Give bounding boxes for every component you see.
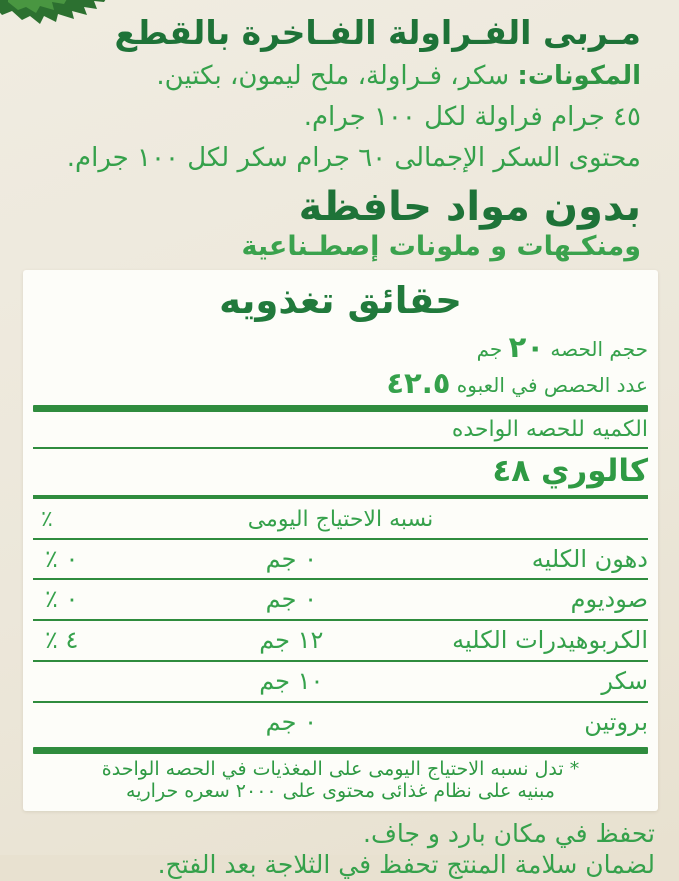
sugar-content-line: محتوى السكر الإجمالى ٦٠ جرام سكر لكل ١٠٠ جرام.: [66, 143, 641, 174]
amount-per-serving: الكميه للحصه الواحده: [451, 417, 648, 443]
nutrient-percent: ٠ ٪: [45, 544, 79, 573]
storage-line-2: لضمان سلامة المنتج تحفظ في الثلاجة بعد الفتح.: [157, 850, 655, 880]
serving-size-line: [39, 328, 648, 364]
nutrient-name: الكربوهيدرات الكليه: [452, 626, 648, 655]
percent-sign: ٪: [41, 506, 53, 532]
table-row-total-carbs: [33, 619, 648, 660]
table-row-sodium: [33, 578, 648, 619]
serving-size-value: ٢٠: [508, 329, 545, 364]
nutrition-facts-title: حقائق تغذويه: [219, 278, 462, 322]
calories-line: [33, 452, 648, 491]
table-row-protein: [33, 701, 648, 742]
fruit-content-line: ٤٥ جرام فراولة لكل ١٠٠ جرام.: [303, 102, 641, 133]
no-preservatives-claim: بدون مواد حافظة: [298, 183, 641, 230]
nutrient-amount: ٠ جم: [265, 544, 317, 573]
no-artificial-claim: ومنكـهات و ملونات إصطـناعية: [241, 230, 641, 262]
divider-medium: [33, 495, 648, 499]
footnote-line-2: مبنيه على نظام غذائى محتوى على ٢٠٠٠ سعره حراريه: [126, 780, 555, 803]
nutrient-amount: ٠ جم: [265, 585, 317, 614]
nutrient-name: دهون الكليه: [531, 544, 648, 573]
table-row-sugar: [33, 660, 648, 701]
serving-size-unit: جم: [476, 336, 509, 361]
servings-label: عدد الحصص في العبوه: [450, 373, 648, 398]
nutrient-name: سكر: [601, 666, 648, 695]
nutrient-name: بروتين: [584, 707, 648, 736]
serving-size-label: حجم الحصه: [544, 336, 648, 361]
nutrient-name: صوديوم: [570, 585, 648, 614]
product-title: مـربى الفـراولة الفـاخرة بالقطع: [114, 13, 641, 52]
ingredients-label: المكونات:: [517, 60, 641, 91]
table-row-total-fat: [33, 538, 648, 579]
storage-line-1: تحفظ في مكان بارد و جاف.: [363, 819, 655, 849]
nutrient-amount: ١٢ جم: [259, 626, 324, 655]
footnote-line-1: * تدل نسبه الاحتياج اليومى على المغذيات في الحصه الواحدة: [101, 757, 580, 780]
servings-per-container-line: [39, 364, 648, 400]
calories-label: كالوري: [530, 452, 648, 489]
daily-value-header-row: [33, 503, 648, 538]
nutrient-amount: ١٠ جم: [259, 666, 324, 695]
daily-value-header: نسبه الاحتياج اليومى: [247, 506, 434, 532]
ingredients-line: [0, 61, 641, 92]
divider-thick: [33, 747, 648, 754]
serving-info: [33, 328, 648, 401]
nutrition-facts-panel: [23, 270, 658, 812]
storage-instructions: [0, 818, 655, 881]
nutrient-percent: ٤ ٪: [45, 626, 79, 655]
calories-value: ٤٨: [492, 452, 531, 489]
divider-thick: [33, 405, 648, 412]
ingredients-text: سكر، فـراولة، ملح ليمون، بكتين.: [156, 60, 518, 91]
nutrient-amount: ٠ جم: [265, 707, 317, 736]
leaf-icon: [0, 0, 128, 36]
divider-thin: [33, 447, 648, 449]
label-header: [0, 0, 679, 262]
daily-value-footnote: [33, 758, 648, 804]
nutrient-percent: ٠ ٪: [45, 585, 79, 614]
servings-value: ٤٢.٥: [386, 366, 451, 401]
